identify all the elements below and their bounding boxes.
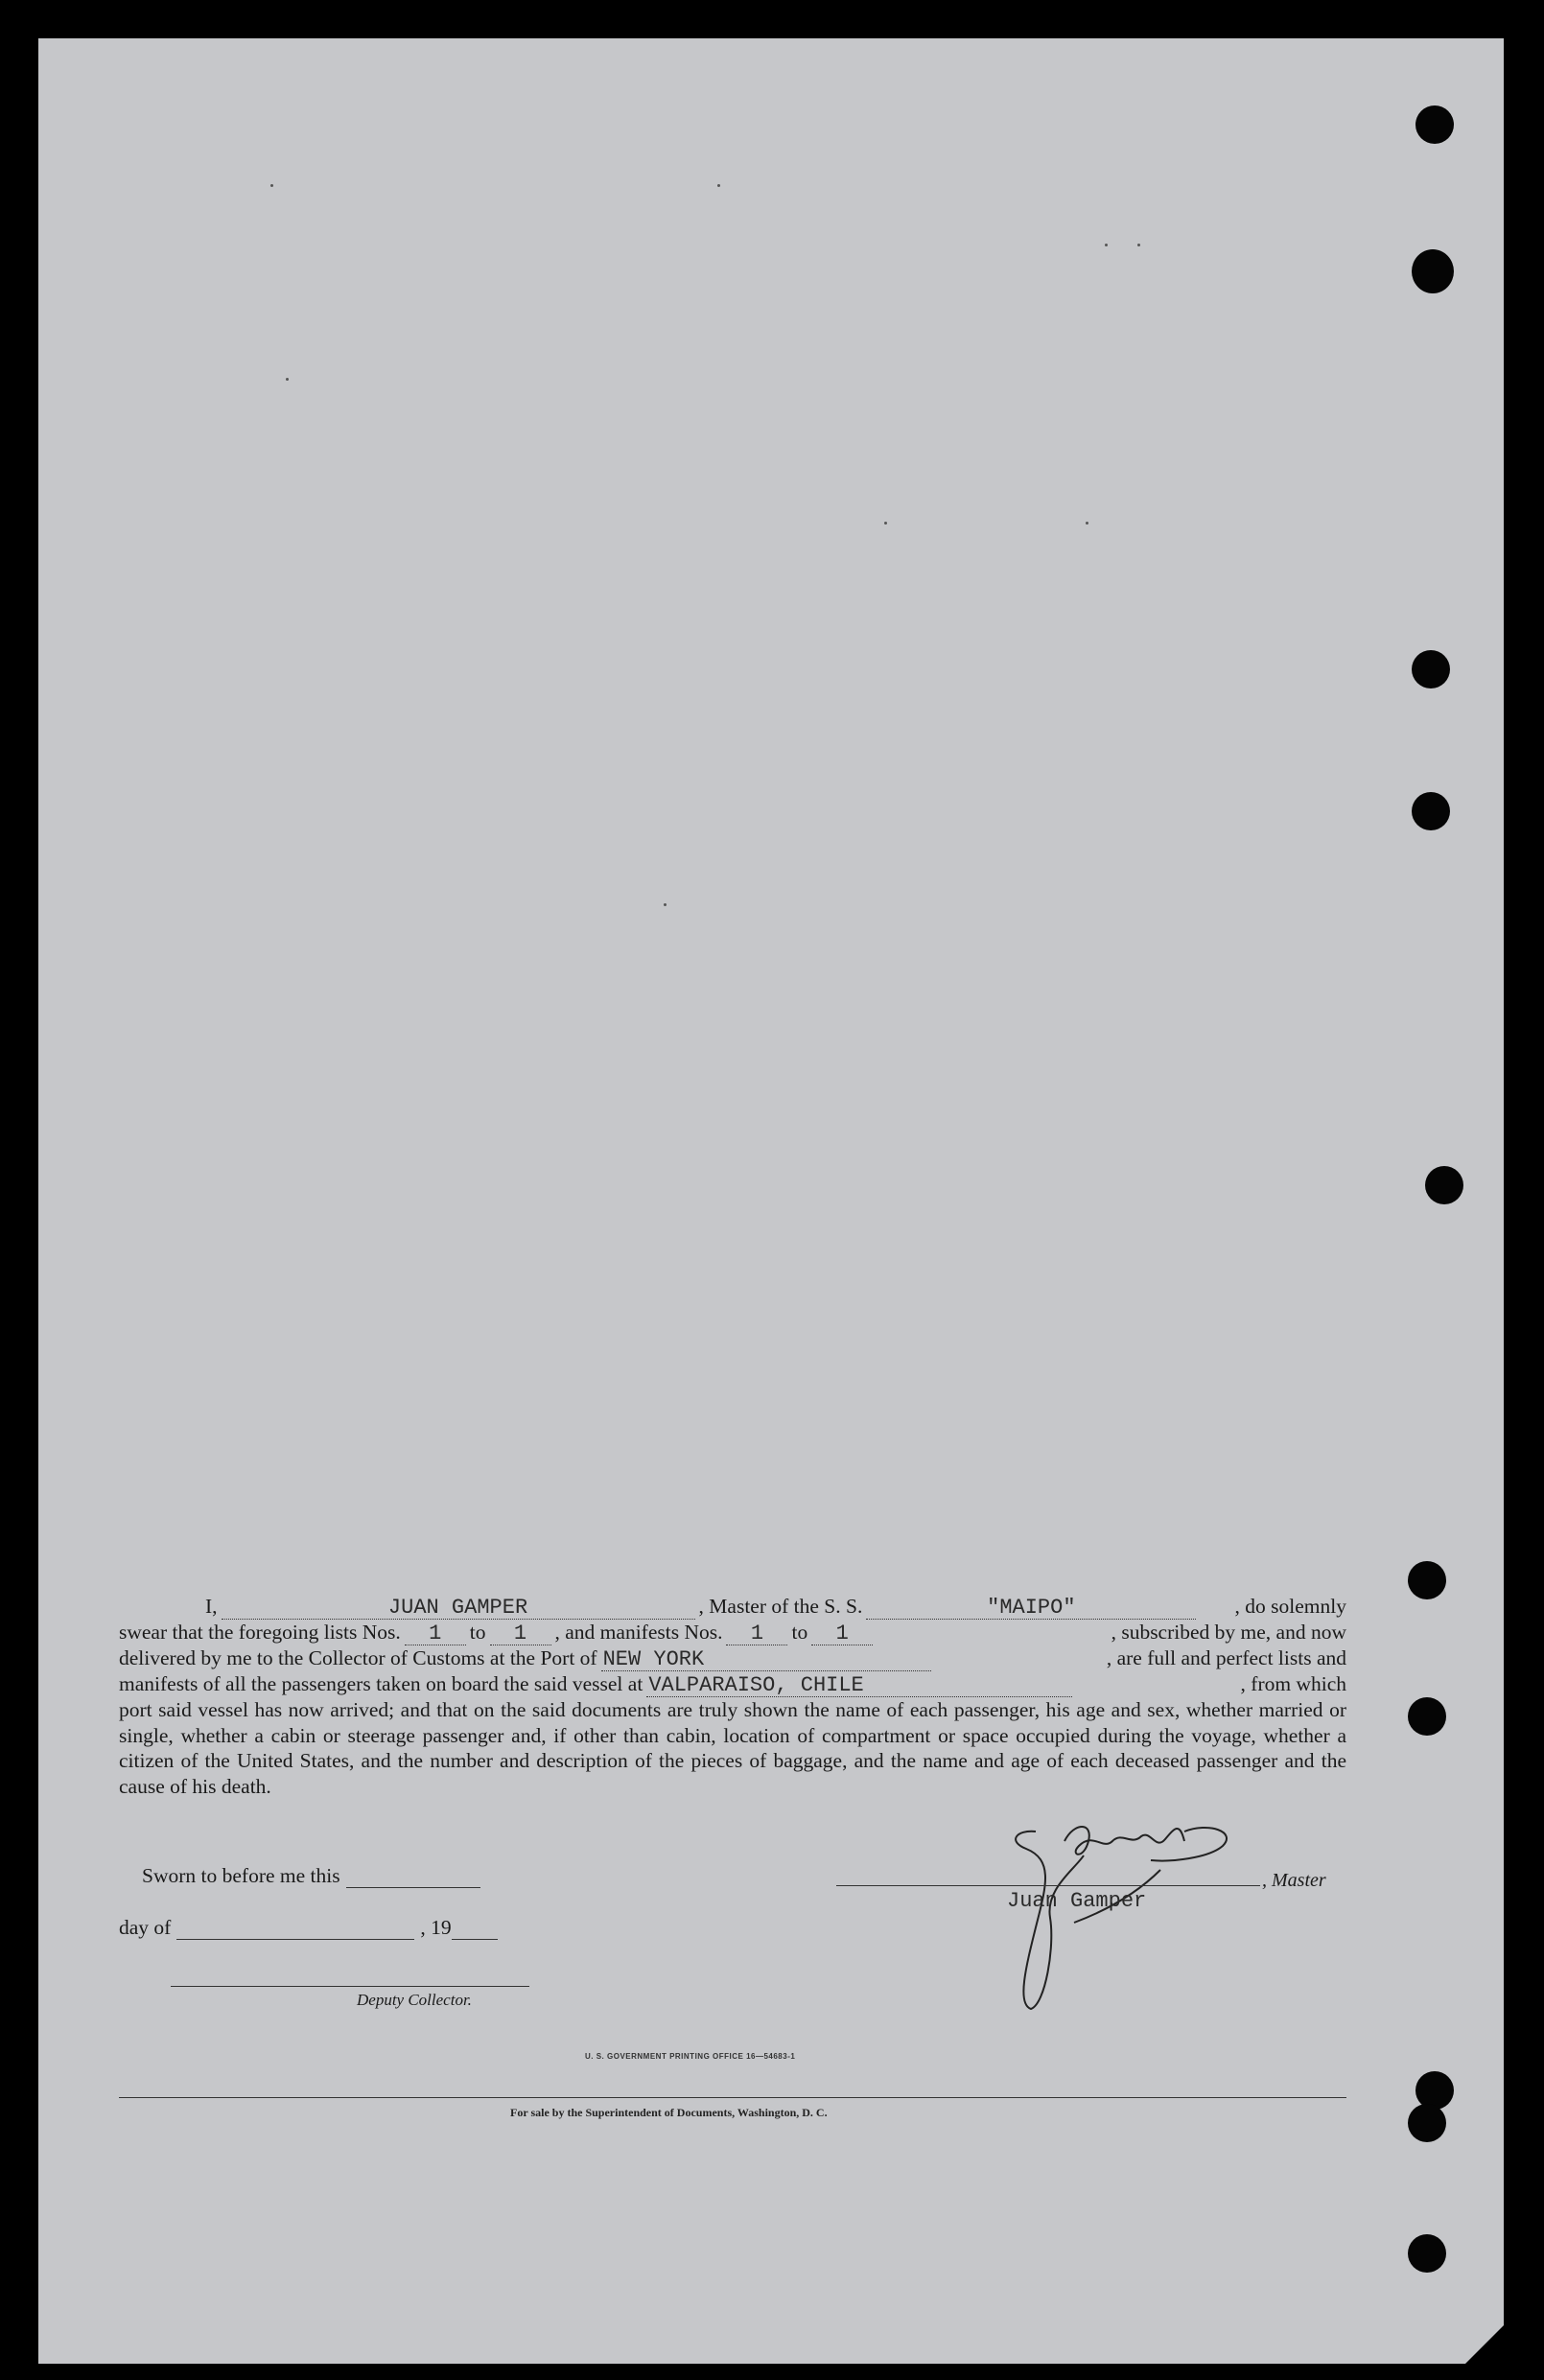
punch-hole: [1408, 1697, 1446, 1736]
punch-hole: [1425, 1166, 1463, 1204]
oath-text: , subscribed by me, and now: [1111, 1621, 1346, 1644]
oath-text: to: [791, 1621, 808, 1644]
footer-rule: [119, 2097, 1346, 2098]
sale-notice: For sale by the Superintendent of Documents, Washington, D. C.: [510, 2106, 828, 2119]
punch-hole: [1412, 792, 1450, 830]
day-of-label: day of: [119, 1916, 172, 1939]
oath-prefix: I,: [205, 1595, 218, 1618]
oath-paragraph: [119, 1594, 1346, 1799]
oath-text: , and manifests Nos.: [554, 1621, 723, 1644]
document-page: [38, 38, 1504, 2364]
punch-hole: [1408, 2104, 1446, 2142]
oath-line-4: [119, 1671, 1346, 1697]
year-prefix: , 19: [420, 1916, 452, 1939]
origin-port-field: VALPARAISO, CHILE: [646, 1675, 1072, 1697]
oath-text: , are full and perfect lists and: [1106, 1646, 1346, 1669]
manifests-from-field: 1: [726, 1623, 787, 1645]
oath-text: manifests of all the passengers taken on board the said vessel at: [119, 1672, 643, 1695]
oath-line-1: [119, 1594, 1346, 1620]
lists-to-field: 1: [490, 1623, 551, 1645]
sworn-label: Sworn to before me this: [142, 1864, 340, 1887]
master-typed-name: Juan Gamper: [1007, 1889, 1147, 1913]
paper-speck: [1105, 244, 1108, 246]
punch-hole: [1415, 105, 1454, 144]
oath-text: , from which: [1240, 1672, 1346, 1695]
sworn-line: [142, 1864, 480, 1888]
paper-speck: [884, 522, 887, 525]
deputy-collector-label: Deputy Collector.: [357, 1991, 472, 2009]
punch-hole: [1412, 650, 1450, 688]
punch-hole: [1412, 249, 1454, 293]
vessel-name-field: "MAIPO": [866, 1598, 1196, 1620]
oath-text: to: [469, 1621, 486, 1644]
deputy-signature-line: [171, 1986, 529, 1987]
year-field: [452, 1939, 498, 1940]
manifests-to-field: 1: [811, 1623, 873, 1645]
port-field: NEW YORK: [601, 1649, 931, 1671]
paper-speck: [1137, 244, 1140, 246]
oath-line-3: [119, 1645, 1346, 1671]
sworn-date-field: [346, 1887, 480, 1888]
oath-body: port said vessel has now arrived; and that on the said documents are truly shown the name of each passenger, his age and sex, whether married or single, whether a cabin or steerage passenger and, if other than cabin, location of compartment or space occupied during the voyage, whether a citizen of the United States, and the number and description of the pieces of baggage, and the name and age of each deceased passenger and the cause of his death.: [119, 1698, 1346, 1798]
master-label: , Master: [1262, 1870, 1326, 1891]
paper-speck: [286, 378, 289, 381]
punch-hole: [1408, 1561, 1446, 1599]
master-signature-line: [836, 1885, 1260, 1886]
day-of-line: [119, 1916, 498, 1940]
oath-line-2: [119, 1620, 1346, 1645]
printing-office-line: U. S. GOVERNMENT PRINTING OFFICE 16—54683-1: [585, 2052, 796, 2061]
oath-text: swear that the foregoing lists Nos.: [119, 1621, 401, 1644]
oath-text: delivered by me to the Collector of Customs at the Port of: [119, 1646, 597, 1669]
lists-from-field: 1: [405, 1623, 466, 1645]
page-corner: [1465, 2325, 1504, 2364]
paper-speck: [270, 184, 273, 187]
punch-hole: [1408, 2234, 1446, 2273]
oath-text: , Master of the S. S.: [698, 1595, 863, 1618]
master-name-field: JUAN GAMPER: [222, 1598, 695, 1620]
paper-speck: [1086, 522, 1088, 525]
paper-speck: [717, 184, 720, 187]
oath-text: , do solemnly: [1234, 1595, 1346, 1618]
paper-speck: [664, 903, 667, 906]
month-field: [176, 1939, 414, 1940]
